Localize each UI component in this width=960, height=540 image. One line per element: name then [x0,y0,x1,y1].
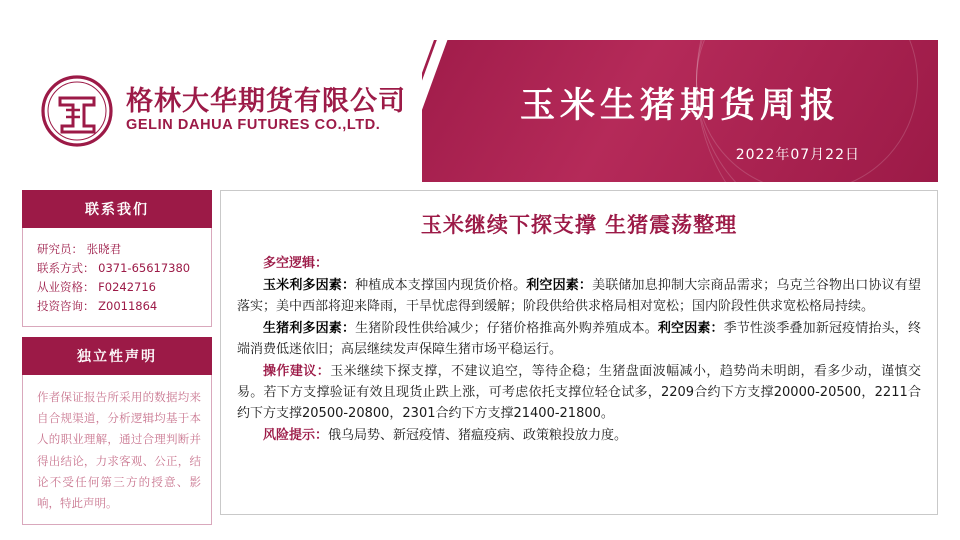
hog-paragraph [237,318,921,360]
hog-bull-text: 生猪阶段性供给减少；仔猪价格推高外购养殖成本。 [355,321,658,337]
corn-bull-label: 玉米利多因素： [263,278,356,294]
main-content [220,190,938,515]
declaration-text: 作者保证报告所采用的数据均来自合规渠道，分析逻辑均基于本人的职业理解，通过合理判断并得出结论，力求客观、公正，结论不受任何第三方的授意、影响，特此声明。 [37,389,201,511]
hog-bear-text: 季节性淡季叠加新冠疫情抬头，终端消费低迷依旧；高层继续发声保障生猪市场平稳运行。 [237,321,921,358]
advice-text: 玉米继续下探支撑，不建议追空，等待企稳；生猪盘面波幅减小，趋势尚未明朗，看多少动，谨慎交易。若下方支撑验证有效且现货止跌上涨，可考虑依托支撑位轻仓试多，2209合约下方支撑20000-20500，2211合约下方支撑20500-20800，2301合约下方支撑21400-21800。 [237,364,921,422]
corn-bear-text: 美联储加息抑制大宗商品需求；乌克兰谷物出口协议有望落实；美中西部将迎来降雨，干旱忧虑得到缓解；阶段供给供求格局相对宽松；国内阶段性供求宽松格局持续。 [237,278,921,315]
risk-text: 俄乌局势、新冠疫情、猪瘟疫病、政策粮投放力度。 [328,428,628,444]
contact-heading: 联系我们 [22,190,212,228]
hog-bull-label: 生猪利多因素： [263,321,356,337]
contact-line: 从业资格： F0242716 [37,279,156,294]
report-date: 2022年07月22日 [735,147,860,163]
contact-line: 研究员： 张晓君 [37,242,122,256]
contact-line: 投资咨询： Z0011864 [37,298,158,313]
content-title: 玉米继续下探支撑 生猪震荡整理 [420,213,738,237]
declaration-block [22,375,212,526]
corn-paragraph [237,275,921,317]
report-body [22,190,938,515]
gelin-dahua-seal-icon [40,74,114,148]
contact-line: 联系方式： 0371-65617380 [37,260,191,275]
risk-paragraph [237,425,921,446]
header-banner [422,40,938,182]
advice-paragraph [237,361,921,424]
company-branding [22,40,422,182]
risk-label: 风险提示： [263,428,329,444]
corn-bull-text: 种植成本支撑国内现货价格。 [355,278,527,294]
sidebar [22,190,212,515]
company-name-en: GELIN DAHUA FUTURES CO.,LTD. [126,116,381,133]
report-title: 玉米生猪期货周报 [519,86,840,126]
logic-heading-paragraph [237,253,921,274]
company-name-cn: 格林大华期货有限公司 [126,86,406,118]
advice-label: 操作建议： [263,364,331,380]
logic-label: 多空逻辑： [263,256,329,271]
contact-block [22,228,212,327]
declaration-heading: 独立性声明 [22,337,212,375]
hog-bear-label: 利空因素： [657,321,724,337]
report-header [22,40,938,182]
corn-bear-label: 利空因素： [526,278,593,294]
